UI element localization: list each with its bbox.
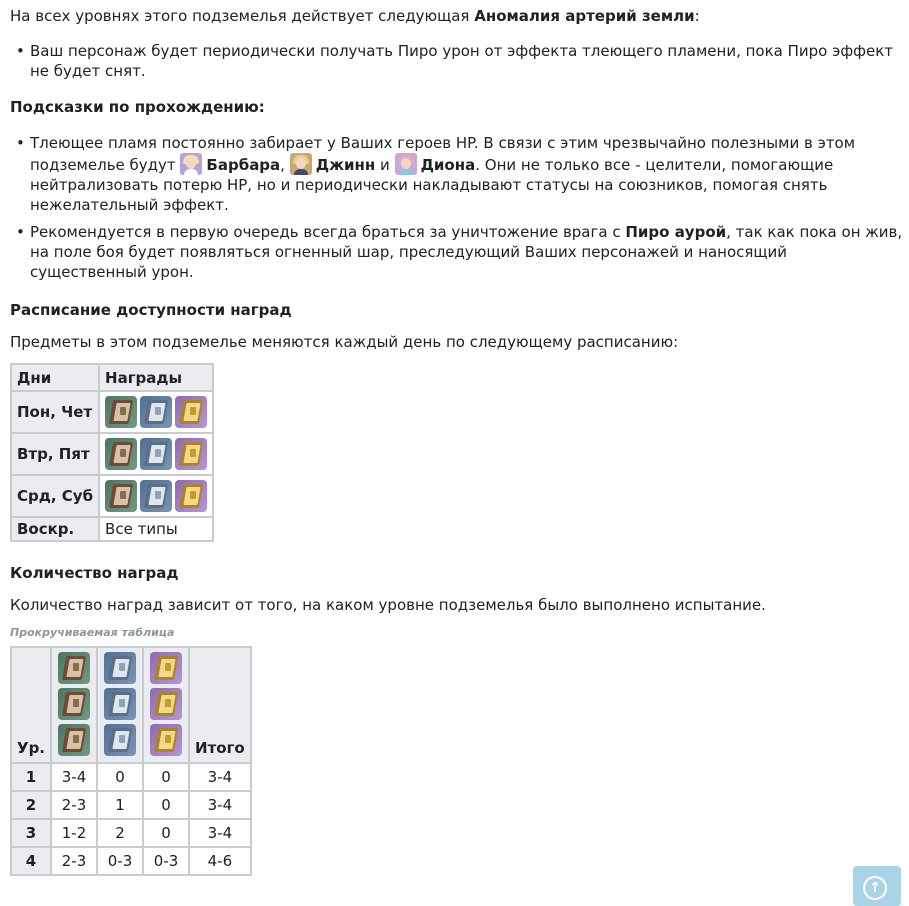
days-cell: Срд, Суб bbox=[11, 475, 99, 517]
hint-text: Рекомендуется в первую очередь всегда браться за уничтожение врага с bbox=[30, 223, 626, 241]
table-row bbox=[11, 847, 251, 875]
purple-count-cell: 0 bbox=[143, 791, 189, 819]
rewards-cell: Все типы bbox=[99, 517, 213, 541]
jean-icon[interactable] bbox=[290, 153, 312, 175]
column-header-rewards: Награды bbox=[99, 364, 213, 391]
column-header-purple-books bbox=[143, 647, 189, 763]
blue-count-cell: 0 bbox=[97, 763, 143, 791]
blue-book-icon[interactable] bbox=[104, 688, 136, 720]
schedule-description: Предметы в этом подземелье меняются каждый день по следующему расписанию: bbox=[10, 333, 679, 351]
effects-list bbox=[10, 41, 905, 81]
blue-book-icon[interactable] bbox=[140, 438, 172, 470]
blue-count-cell: 1 bbox=[97, 791, 143, 819]
level-cell: 1 bbox=[11, 763, 51, 791]
total-cell: 3-4 bbox=[189, 763, 251, 791]
hints-heading-text: Подсказки по прохождению: bbox=[10, 98, 265, 116]
purple-count-cell: 0 bbox=[143, 819, 189, 847]
hint-item-pyro-enemy bbox=[10, 222, 905, 282]
purple-book-icon[interactable] bbox=[175, 396, 207, 428]
green-book-icon[interactable] bbox=[58, 652, 90, 684]
blue-book-icon[interactable] bbox=[140, 396, 172, 428]
table-row bbox=[11, 819, 251, 847]
green-book-icon[interactable] bbox=[105, 396, 137, 428]
column-header-level: Ур. bbox=[11, 647, 51, 763]
purple-count-cell: 0 bbox=[143, 763, 189, 791]
column-header-total: Итого bbox=[189, 647, 251, 763]
rewards-count-table[interactable] bbox=[10, 646, 252, 876]
schedule-heading-text: Расписание доступности наград bbox=[10, 301, 292, 319]
hint-text: . Они не только все - целители, помогающие нейтрализовать потерю HP, но и периодически накладывают статусы на союзников, помогая снять нежелательный эффект. bbox=[30, 156, 834, 214]
rewards-cell bbox=[99, 475, 213, 517]
rewards-cell bbox=[99, 391, 213, 433]
table-header-row bbox=[11, 364, 213, 391]
green-count-cell: 1-2 bbox=[51, 819, 97, 847]
blue-count-cell: 0-3 bbox=[97, 847, 143, 875]
character-link-barbara[interactable]: Барбара bbox=[206, 156, 281, 174]
blue-book-icon[interactable] bbox=[104, 724, 136, 756]
column-header-days: Дни bbox=[11, 364, 99, 391]
table-row bbox=[11, 517, 213, 541]
green-book-icon[interactable] bbox=[58, 688, 90, 720]
table-row bbox=[11, 391, 213, 433]
purple-book-icon[interactable] bbox=[150, 652, 182, 684]
schedule-heading bbox=[10, 300, 292, 320]
green-book-icon[interactable] bbox=[105, 480, 137, 512]
pyro-aura-term: Пиро аурой bbox=[625, 223, 727, 241]
column-header-green-books bbox=[51, 647, 97, 763]
separator: , bbox=[280, 156, 285, 174]
character-link-jean[interactable]: Джинн bbox=[315, 156, 376, 174]
rewards-count-heading-text: Количество наград bbox=[10, 564, 179, 582]
blue-book-icon[interactable] bbox=[140, 480, 172, 512]
green-count-cell: 3-4 bbox=[51, 763, 97, 791]
total-cell: 4-6 bbox=[189, 847, 251, 875]
character-link-diona[interactable]: Диона bbox=[420, 156, 476, 174]
intro-paragraph bbox=[10, 6, 700, 26]
purple-book-icon[interactable] bbox=[150, 724, 182, 756]
green-book-icon[interactable] bbox=[105, 438, 137, 470]
days-cell: Втр, Пят bbox=[11, 433, 99, 475]
barbara-icon[interactable] bbox=[180, 153, 202, 175]
intro-text: На всех уровнях этого подземелья действует следующая bbox=[10, 7, 475, 25]
table-row bbox=[11, 475, 213, 517]
days-cell: Воскр. bbox=[11, 517, 99, 541]
green-count-cell: 2-3 bbox=[51, 791, 97, 819]
rewards-cell bbox=[99, 433, 213, 475]
blue-book-icon[interactable] bbox=[104, 652, 136, 684]
days-cell: Пон, Чет bbox=[11, 391, 99, 433]
level-cell: 2 bbox=[11, 791, 51, 819]
hints-heading bbox=[10, 97, 265, 117]
green-book-icon[interactable] bbox=[58, 724, 90, 756]
level-cell: 4 bbox=[11, 847, 51, 875]
blue-count-cell: 2 bbox=[97, 819, 143, 847]
hint-item-healers bbox=[10, 133, 905, 215]
scrollable-table-label: Прокручиваемая таблица bbox=[10, 626, 175, 639]
arrow-up-circle-icon: ↑ bbox=[863, 876, 887, 900]
schedule-table bbox=[10, 363, 214, 542]
diona-icon[interactable] bbox=[395, 153, 417, 175]
level-cell: 3 bbox=[11, 819, 51, 847]
purple-book-icon[interactable] bbox=[175, 480, 207, 512]
rewards-count-description: Количество наград зависит от того, на каком уровне подземелья было выполнено испытание. bbox=[10, 596, 766, 614]
hint-text: Тлеющее пламя постоянно забирает у Ваших героев HP. В связи с этим чрезвычайно полезными в этом подземелье будут bbox=[30, 134, 856, 174]
column-header-blue-books bbox=[97, 647, 143, 763]
table-header-row bbox=[11, 647, 251, 763]
purple-book-icon[interactable] bbox=[150, 688, 182, 720]
purple-count-cell: 0-3 bbox=[143, 847, 189, 875]
intro-suffix: : bbox=[694, 7, 700, 25]
table-row bbox=[11, 433, 213, 475]
anomaly-name: Аномалия артерий земли bbox=[474, 7, 695, 25]
hints-list bbox=[10, 133, 905, 282]
total-cell: 3-4 bbox=[189, 819, 251, 847]
purple-book-icon[interactable] bbox=[175, 438, 207, 470]
effect-item: • Ваш персонаж будет периодически получать Пиро урон от эффекта тлеющего пламени, пока Пиро эффект не будет снят. bbox=[10, 41, 905, 81]
green-count-cell: 2-3 bbox=[51, 847, 97, 875]
table-row bbox=[11, 763, 251, 791]
table-row bbox=[11, 791, 251, 819]
total-cell: 3-4 bbox=[189, 791, 251, 819]
scroll-to-top-button[interactable] bbox=[853, 866, 901, 906]
hint-text: , так как пока он жив, на поле боя будет появляться огненный шар, преследующий Ваших персонажей и наносящий существенный урон. bbox=[30, 223, 903, 281]
separator: и bbox=[375, 156, 395, 174]
rewards-count-heading bbox=[10, 563, 178, 583]
